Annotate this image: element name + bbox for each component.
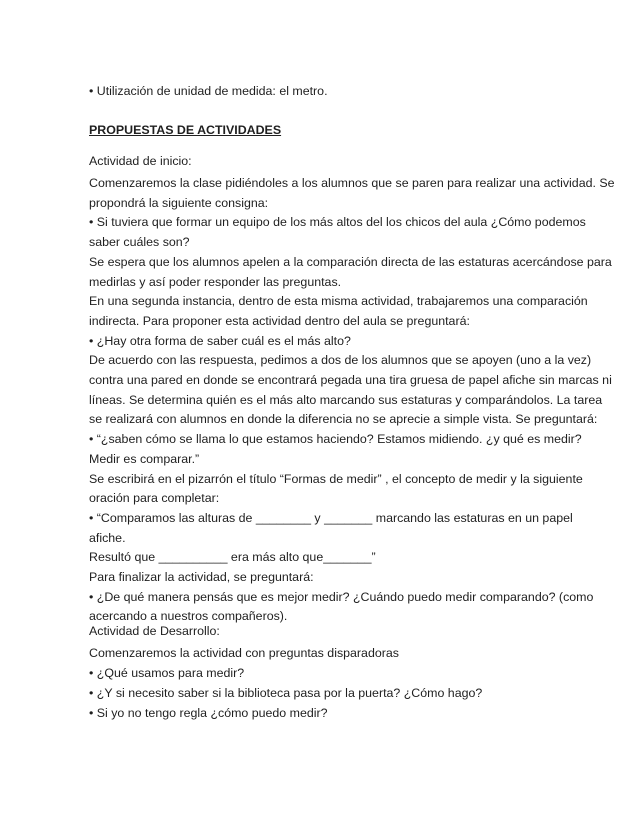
text-line: • “¿saben cómo se llama lo que estamos haciendo? Estamos midiendo. ¿y qué es medir? [89, 432, 582, 447]
text-line: • ¿Hay otra forma de saber cuál es el más alto? [89, 333, 351, 348]
text-line: Para finalizar la actividad, se preguntará: [89, 570, 314, 584]
text-line: Se escribirá en el pizarrón el título “Formas de medir” , el concepto de medir y la siguiente [89, 471, 583, 486]
text-line: indirecta. Para proponer esta actividad dentro del aula se preguntará: [89, 313, 470, 328]
text-line: De acuerdo con las respuesta, pedimos a dos de los alumnos que se apoyen (uno a la vez) [89, 353, 592, 368]
section2-title: Actividad de Desarrollo: [89, 624, 220, 638]
text-line: Medir es comparar.” [89, 451, 200, 466]
text-line: • Si tuviera que formar un equipo de los más altos del los chicos del aula ¿Cómo podemos [89, 215, 586, 230]
text-line: se realizará con alumnos en donde la diferencia no se aprecie a simple vista. Se preguntará: [89, 412, 598, 427]
text-line: Se espera que los alumnos apelen a la comparación directa de las estaturas acercándose para [89, 254, 612, 269]
text-line: En una segunda instancia, dentro de esta misma actividad, trabajaremos una comparación [89, 294, 588, 309]
intro-line: • Utilización de unidad de medida: el metro. [89, 84, 328, 98]
text-line: líneas. Se determina quién es el más alto marcando sus estaturas y comparándolos. La tarea [89, 392, 603, 407]
text-line: saber cuáles son? [89, 235, 190, 250]
text-line: • ¿Qué usamos para medir? [89, 666, 245, 680]
text-line: • Si yo no tengo regla ¿cómo puedo medir? [89, 706, 328, 720]
text-line: Resultó que __________ era más alto que_______” [89, 550, 376, 565]
text-line: contra una pared en donde se encontrará pegada una tira gruesa de papel afiche sin marcas ni [89, 373, 612, 387]
section-heading: PROPUESTAS DE ACTIVIDADES [89, 123, 282, 137]
text-line: • ¿Y si necesito saber si la biblioteca pasa por la puerta? ¿Cómo hago? [89, 686, 483, 700]
text-line: Comenzaremos la actividad con preguntas disparadoras [89, 646, 399, 660]
section1-title: Actividad de inicio: [89, 154, 192, 168]
text-line: Comenzaremos la clase pidiéndoles a los alumnos que se paren para realizar una actividad. Se [89, 176, 615, 190]
text-line: acercando a nuestros compañeros). [89, 609, 288, 624]
text-line: afiche. [89, 530, 126, 545]
text-line: propondrá la siguiente consigna: [89, 195, 269, 210]
text-line: • “Comparamos las alturas de ________ y _______ marcando las estaturas en un papel [89, 510, 573, 525]
text-line: • ¿De qué manera pensás que es mejor medir? ¿Cuándo puedo medir comparando? (como [89, 589, 594, 604]
text-line: oración para completar: [89, 491, 220, 506]
text-line: medirlas y así poder responder las preguntas. [89, 274, 342, 289]
